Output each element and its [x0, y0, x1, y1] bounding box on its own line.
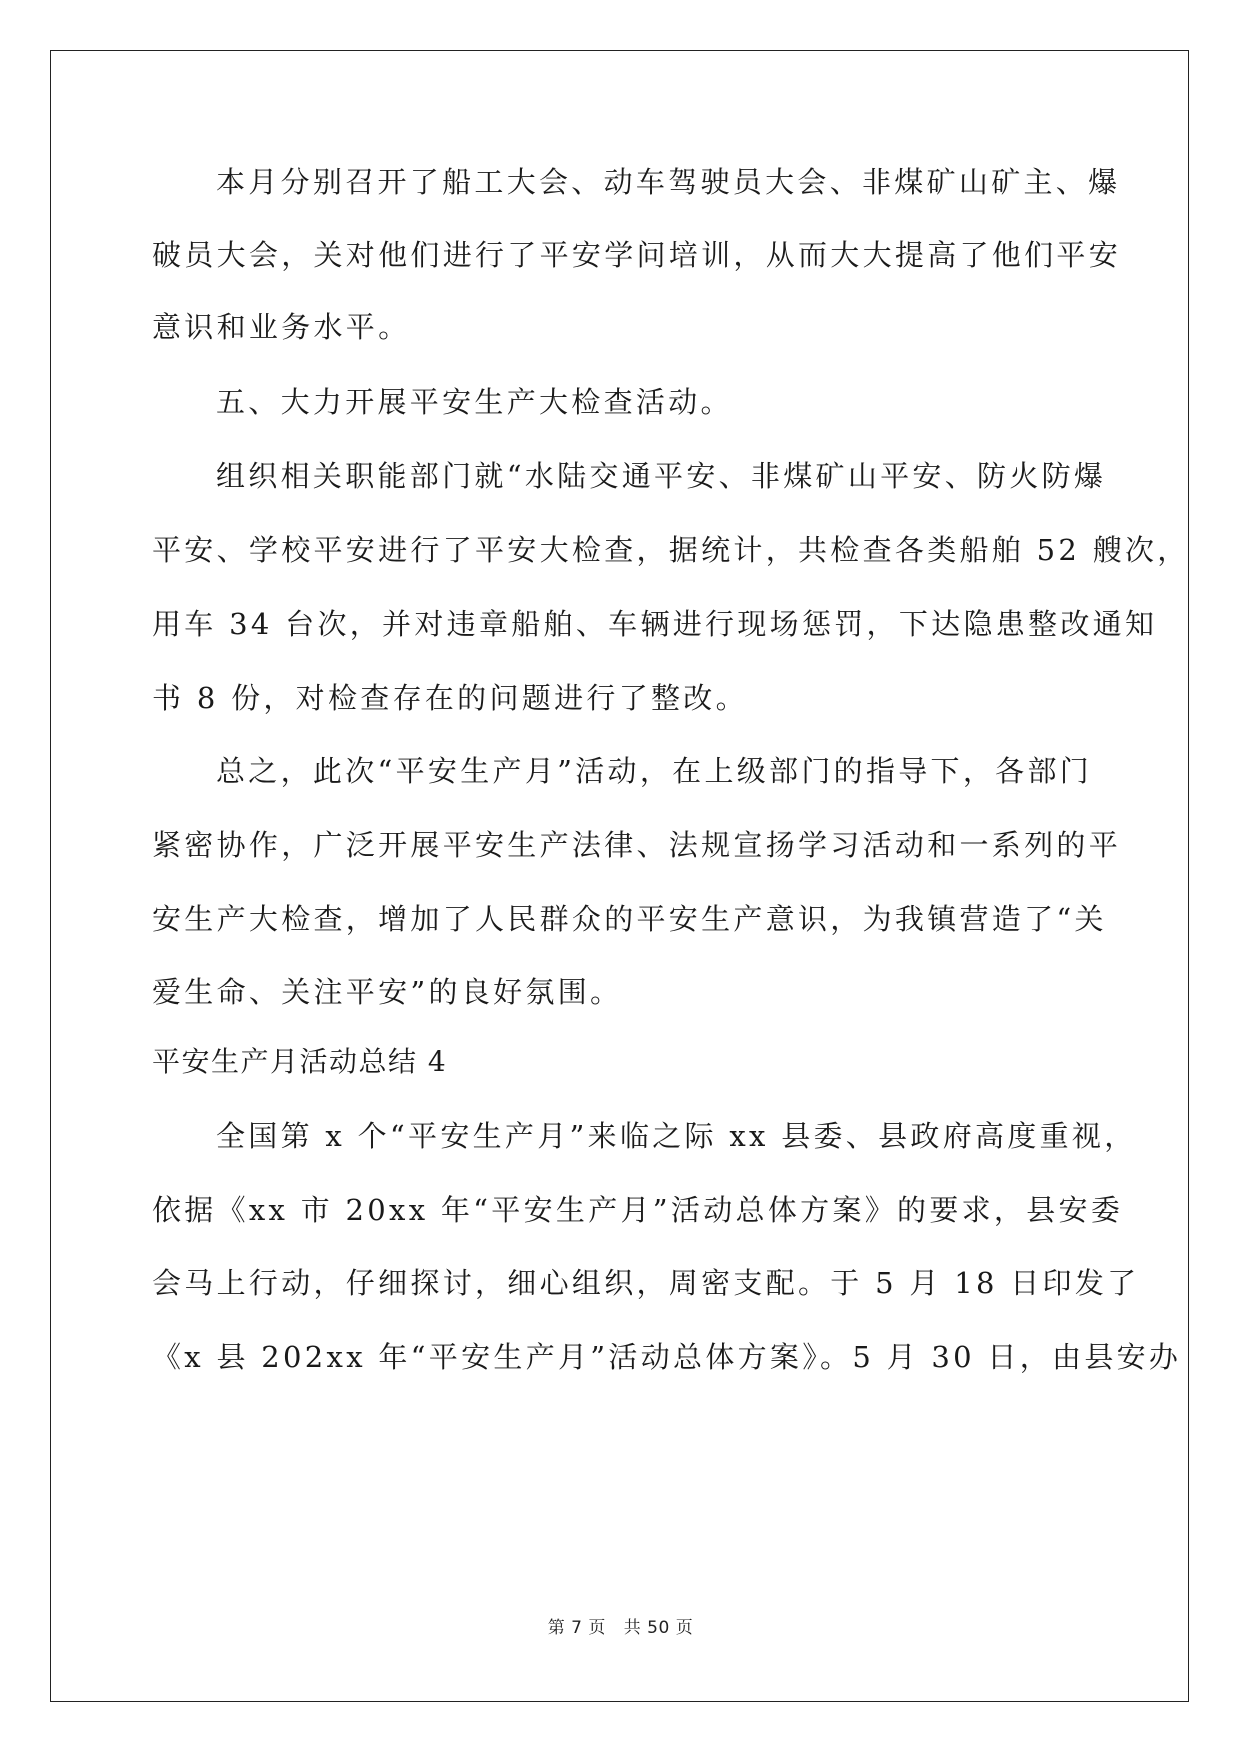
paragraph-line: 《x 县 202xx 年“平安生产月”活动总体方案》。5 月 30 日，由县安办: [152, 1340, 1182, 1374]
paragraph-line: 依据《xx 市 20xx 年“平安生产月”活动总体方案》的要求，县安委: [152, 1193, 1124, 1227]
article-title: 平安生产月活动总结 4: [152, 1045, 448, 1078]
page-number: 第 7 页: [547, 1618, 606, 1638]
paragraph-line: 爱生命、关注平安”的良好氛围。: [152, 975, 623, 1009]
paragraph-line: 意识和业务水平。: [152, 310, 411, 344]
paragraph-line: 会马上行动，仔细探讨，细心组织，周密支配。于 5 月 18 日印发了: [152, 1266, 1140, 1300]
paragraph-line: 用车 34 台次，并对违章船舶、车辆进行现场惩罚，下达隐患整改通知: [152, 607, 1158, 641]
paragraph-line: 紧密协作，广泛开展平安生产法律、法规宣扬学习活动和一系列的平: [152, 828, 1122, 862]
page-footer: [0, 1613, 1241, 1638]
paragraph-line: 平安、学校平安进行了平安大检查，据统计，共检查各类船舶 52 艘次，: [152, 533, 1190, 567]
section-heading: 五、大力开展平安生产大检查活动。: [216, 385, 733, 419]
page-border: [50, 50, 1189, 1702]
paragraph-line: 破员大会，关对他们进行了平安学问培训，从而大大提高了他们平安: [152, 238, 1122, 272]
paragraph-line: 书 8 份，对检查存在的问题进行了整改。: [152, 681, 748, 715]
paragraph-line: 安生产大检查，增加了人民群众的平安生产意识，为我镇营造了“关: [152, 902, 1107, 936]
page-total: 共 50 页: [623, 1618, 694, 1638]
paragraph-line: 全国第 x 个“平安生产月”来临之际 xx 县委、县政府高度重视，: [216, 1119, 1137, 1153]
paragraph-line: 组织相关职能部门就“水陆交通平安、非煤矿山平安、防火防爆: [216, 459, 1107, 493]
paragraph-line: 本月分别召开了船工大会、动车驾驶员大会、非煤矿山矿主、爆: [216, 165, 1121, 199]
paragraph-line: 总之，此次“平安生产月”活动，在上级部门的指导下，各部门: [216, 754, 1093, 788]
